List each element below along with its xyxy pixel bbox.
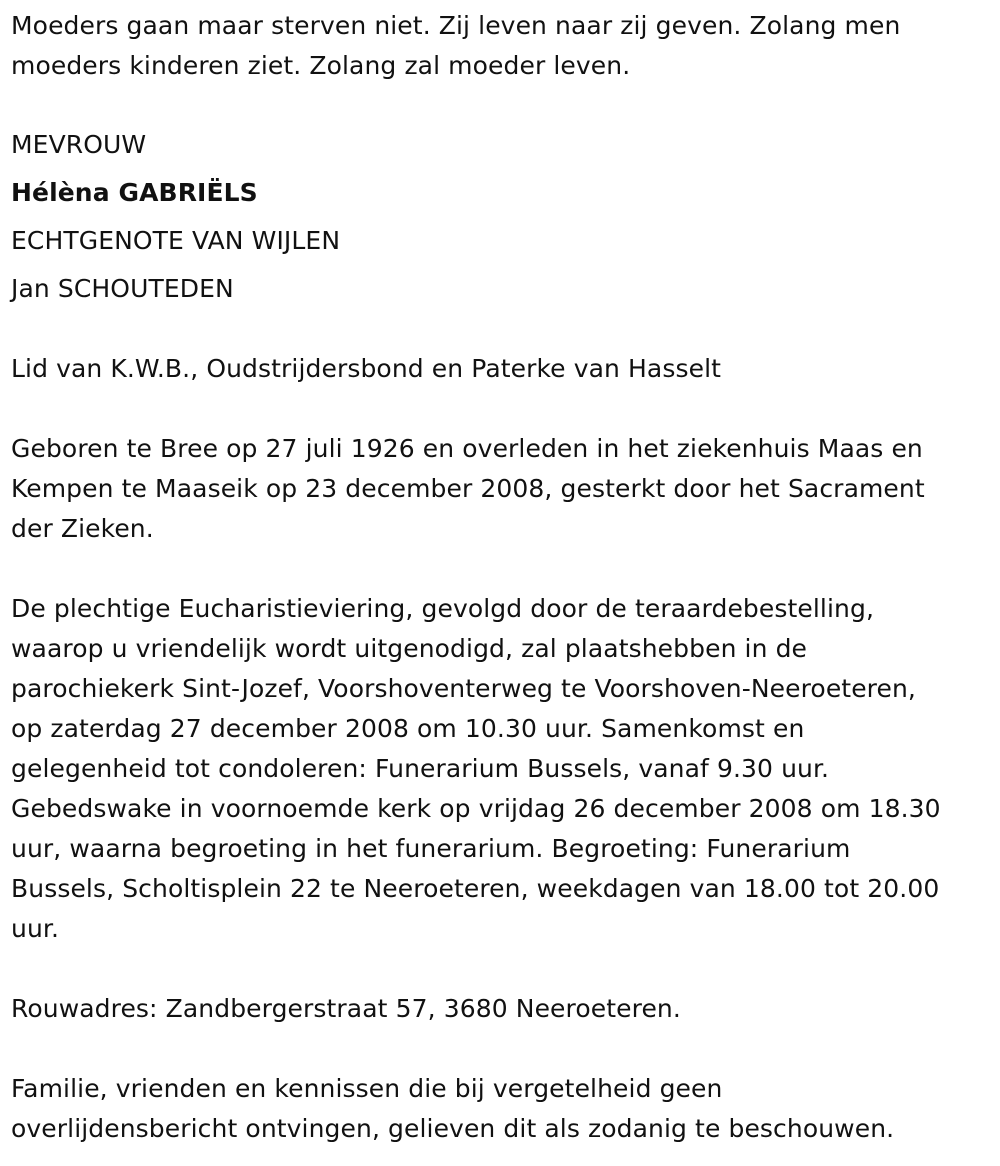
- membership-text: Lid van K.W.B., Oudstrijdersbond en Paterke van Hasselt: [11, 354, 722, 383]
- mourning-address: Rouwadres: Zandbergerstraat 57, 3680 Neeroeteren.: [11, 994, 681, 1023]
- quote-line-1: Moeders gaan maar sterven niet. Zij leven naar zij geven. Zolang men: [11, 11, 901, 40]
- deceased-name: Hélèna GABRIËLS: [11, 178, 258, 207]
- relation-label: ECHTGENOTE VAN WIJLEN: [11, 226, 341, 255]
- birth-death-line-1: Geboren te Bree op 27 juli 1926 en overleden in het ziekenhuis Maas en: [11, 434, 923, 463]
- ceremony-line-1: De plechtige Eucharistieviering, gevolgd door de teraardebestelling,: [11, 594, 874, 623]
- spouse-name: Jan SCHOUTEDEN: [11, 274, 234, 303]
- birth-death-line-2: Kempen te Maaseik op 23 december 2008, gesterkt door het Sacrament: [11, 474, 925, 503]
- closing-line-2: overlijdensbericht ontvingen, gelieven dit als zodanig te beschouwen.: [11, 1114, 895, 1143]
- ceremony-line-9: uur.: [11, 914, 60, 943]
- ceremony-line-8: Bussels, Scholtisplein 22 te Neeroeteren, weekdagen van 18.00 tot 20.00: [11, 874, 940, 903]
- ceremony-line-6: Gebedswake in voornoemde kerk op vrijdag 26 december 2008 om 18.30: [11, 794, 941, 823]
- quote-line-2: moeders kinderen ziet. Zolang zal moeder leven.: [11, 51, 631, 80]
- closing-line-1: Familie, vrienden en kennissen die bij vergetelheid geen: [11, 1074, 723, 1103]
- birth-death-line-3: der Zieken.: [11, 514, 154, 543]
- ceremony-line-2: waarop u vriendelijk wordt uitgenodigd, zal plaatshebben in de: [11, 634, 808, 663]
- ceremony-line-4: op zaterdag 27 december 2008 om 10.30 uur. Samenkomst en: [11, 714, 805, 743]
- ceremony-line-3: parochiekerk Sint-Jozef, Voorshoventerweg te Voorshoven-Neeroeteren,: [11, 674, 916, 703]
- ceremony-line-5: gelegenheid tot condoleren: Funerarium Bussels, vanaf 9.30 uur.: [11, 754, 830, 783]
- ceremony-line-7: uur, waarna begroeting in het funerarium. Begroeting: Funerarium: [11, 834, 851, 863]
- honorific: MEVROUW: [11, 130, 147, 159]
